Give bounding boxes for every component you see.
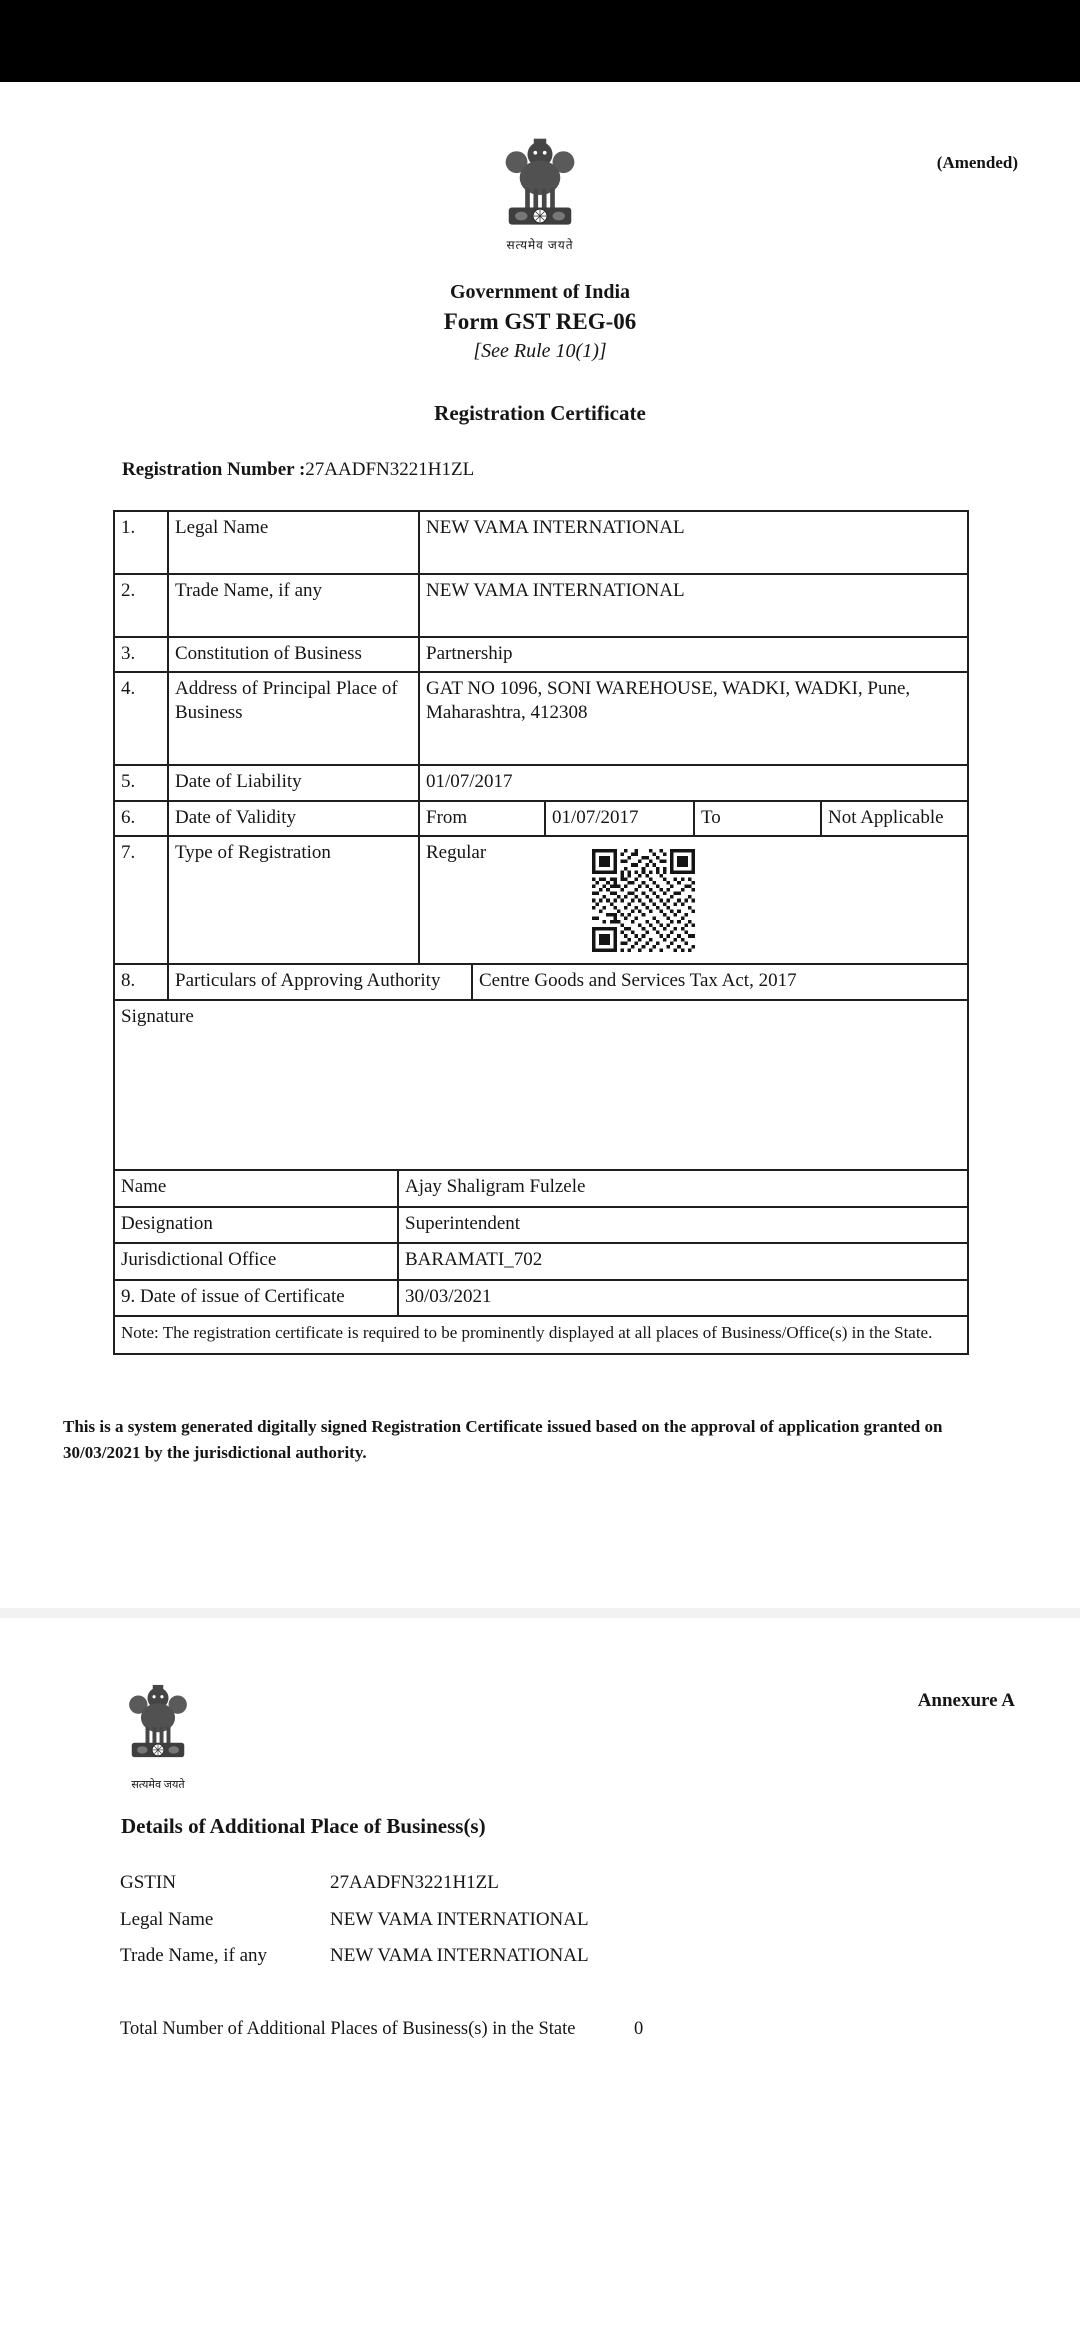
- rule-subtitle: [See Rule 10(1)]: [473, 340, 607, 362]
- table-row: [114, 1243, 968, 1280]
- cell-serial: 3.: [114, 637, 168, 672]
- cell-label: Legal Name: [168, 511, 419, 574]
- cell-serial: 8.: [114, 964, 168, 1000]
- cell-label: Designation: [114, 1207, 398, 1243]
- cell-label: Name: [114, 1170, 398, 1207]
- certificate-table: [113, 510, 969, 1355]
- cell-label: Jurisdictional Office: [114, 1243, 398, 1280]
- table-row: [114, 574, 968, 637]
- table-row: [114, 1207, 968, 1243]
- cell-label: Date of Validity: [168, 801, 419, 836]
- cell-label: Particulars of Approving Authority: [168, 964, 472, 1000]
- field-label: GSTIN: [120, 1872, 176, 1893]
- cell-serial: 7.: [114, 836, 168, 964]
- field-label: Legal Name: [120, 1909, 214, 1930]
- field-value: NEW VAMA INTERNATIONAL: [330, 1909, 589, 1930]
- table-row: [114, 511, 968, 574]
- cell-value: Superintendent: [398, 1207, 968, 1243]
- certificate-title: Registration Certificate: [434, 401, 646, 425]
- table-row: [114, 1000, 968, 1170]
- emblem-caption: सत्यमेव जयते: [506, 238, 574, 252]
- page-separator: [0, 1608, 1080, 1618]
- cell-from-value: 01/07/2017: [545, 801, 694, 836]
- cell-value: Partnership: [419, 637, 968, 672]
- field-label: Trade Name, if any: [120, 1945, 268, 1966]
- registration-number-value: 27AADFN3221H1ZL: [305, 459, 475, 480]
- cell-label: Date of Liability: [168, 765, 419, 801]
- table-row: [114, 637, 968, 672]
- amended-label: (Amended): [936, 153, 1018, 172]
- field-value: NEW VAMA INTERNATIONAL: [330, 1945, 589, 1966]
- cell-value: Centre Goods and Services Tax Act, 2017: [472, 964, 968, 1000]
- table-row: [114, 672, 968, 765]
- table-row: [114, 1170, 968, 1207]
- cell-serial: 2.: [114, 574, 168, 637]
- table-row: [114, 836, 968, 964]
- cell-from-label: From: [419, 801, 545, 836]
- cell-serial: 6.: [114, 801, 168, 836]
- form-title: Form GST REG-06: [443, 309, 637, 334]
- table-row: [114, 801, 968, 836]
- ashoka-emblem-icon: [116, 1674, 200, 1772]
- cell-value: [419, 836, 968, 964]
- table-row: [114, 765, 968, 801]
- cell-value: NEW VAMA INTERNATIONAL: [419, 511, 968, 574]
- cell-label: Constitution of Business: [168, 637, 419, 672]
- annexure-heading: Details of Additional Place of Business(s): [121, 1814, 486, 1838]
- cell-to-label: To: [694, 801, 821, 836]
- government-title: Government of India: [450, 281, 630, 303]
- cell-label: 9. Date of issue of Certificate: [114, 1280, 398, 1316]
- table-row: [114, 1280, 968, 1316]
- cell-value: NEW VAMA INTERNATIONAL: [419, 574, 968, 637]
- table-row: [114, 1316, 968, 1354]
- ashoka-emblem-icon: [490, 138, 590, 230]
- cell-value: BARAMATI_702: [398, 1243, 968, 1280]
- cell-serial: 1.: [114, 511, 168, 574]
- cell-serial: 4.: [114, 672, 168, 765]
- cell-value: Ajay Shaligram Fulzele: [398, 1170, 968, 1207]
- cell-serial: 5.: [114, 765, 168, 801]
- status-bar: [0, 0, 1080, 82]
- cell-to-value: Not Applicable: [821, 801, 968, 836]
- qr-code: [590, 849, 697, 952]
- system-generated-note: This is a system generated digitally signed Registration Certificate issued based on the approval of application granted on 30/03/2021 by the jurisdictional authority.: [63, 1417, 943, 1462]
- table-row: [114, 964, 968, 1000]
- registration-number: [122, 459, 474, 481]
- emblem-caption: सत्यमेव जयते: [131, 1779, 185, 1791]
- cell-label: Trade Name, if any: [168, 574, 419, 637]
- signature-cell: Signature: [114, 1000, 968, 1170]
- total-places-label: Total Number of Additional Places of Business(s) in the State: [120, 2019, 576, 2039]
- cell-label: Address of Principal Place of Business: [168, 672, 419, 765]
- cell-value: 30/03/2021: [398, 1280, 968, 1316]
- registration-number-label: Registration Number :: [122, 459, 306, 480]
- registration-type-value: Regular: [426, 842, 487, 863]
- annexure-title: Annexure A: [917, 1690, 1015, 1711]
- total-places-value: 0: [634, 2019, 644, 2039]
- cell-value: 01/07/2017: [419, 765, 968, 801]
- note-cell: Note: The registration certificate is required to be prominently displayed at all places of Business/Office(s) in the State.: [114, 1316, 968, 1354]
- field-value: 27AADFN3221H1ZL: [330, 1872, 499, 1893]
- cell-label: Type of Registration: [168, 836, 419, 964]
- cell-value: GAT NO 1096, SONI WAREHOUSE, WADKI, WADKI, Pune, Maharashtra, 412308: [419, 672, 968, 765]
